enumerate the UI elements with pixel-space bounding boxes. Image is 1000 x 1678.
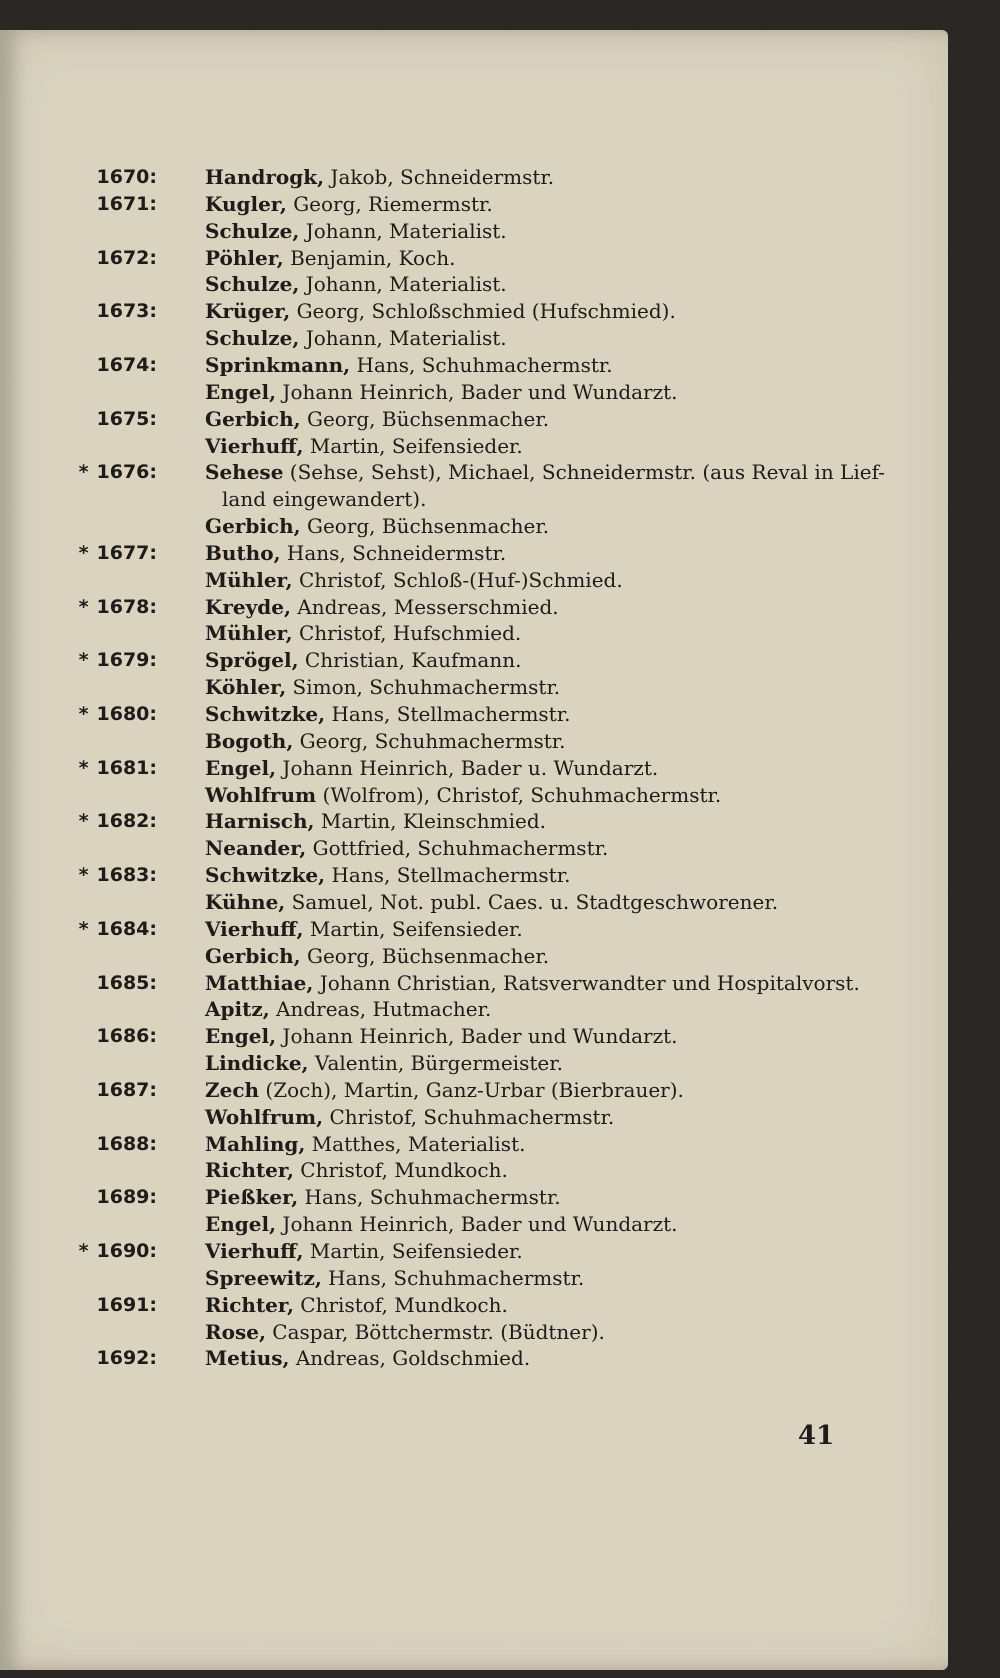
- entry-line: [0, 458, 940, 486]
- entry-details: Georg, Büchsenmacher.: [300, 407, 550, 431]
- entry-line: [0, 861, 940, 889]
- page-number: 41: [798, 1421, 835, 1451]
- entry-surname: Mühler,: [205, 621, 293, 645]
- entry-surname: Pöhler,: [205, 246, 284, 270]
- entry-surname: Handrogk,: [205, 165, 325, 189]
- entry-surname: Wohlfrum: [205, 783, 317, 807]
- book-page: [0, 30, 948, 1670]
- entry-details: Johann, Materialist.: [299, 219, 507, 243]
- entry-line: [0, 163, 940, 191]
- entry-details: Georg, Büchsenmacher.: [300, 514, 550, 538]
- entry-star-marker: *: [78, 1240, 89, 1262]
- entry-text: [205, 1237, 523, 1265]
- entry-text: [205, 593, 559, 621]
- entry-text: [205, 1210, 678, 1238]
- entry-year-text: 1677:: [96, 542, 157, 564]
- entry-surname: Zech: [205, 1078, 260, 1102]
- entry-text: [205, 324, 507, 352]
- entry-line: [0, 217, 940, 245]
- entry-surname: Gerbich,: [205, 407, 301, 431]
- entry-details: Georg, Schuhmachermstr.: [293, 729, 566, 753]
- entry-year: [97, 244, 157, 272]
- entry-details: (Wolfrom), Christof, Schuhmachermstr.: [316, 783, 722, 807]
- entry-star-marker: *: [78, 596, 89, 618]
- entry-line: [0, 1318, 940, 1346]
- entry-year-text: 1678:: [96, 596, 157, 618]
- entry-year: [79, 700, 157, 728]
- entry-surname: Lindicke,: [205, 1051, 309, 1075]
- entry-surname: Köhler,: [205, 675, 287, 699]
- entry-year-text: 1684:: [96, 918, 157, 940]
- entry-text: [205, 861, 570, 889]
- entry-text: [205, 378, 678, 406]
- entry-year: [79, 1237, 157, 1265]
- entry-text: [205, 1318, 605, 1346]
- entry-surname: Gerbich,: [205, 944, 301, 968]
- entry-surname: Wohlfrum,: [205, 1105, 324, 1129]
- entry-surname: Kühne,: [205, 890, 286, 914]
- entry-details: Hans, Schuhmachermstr.: [350, 353, 613, 377]
- entry-line: [0, 942, 940, 970]
- entry-line: [0, 754, 940, 782]
- entry-surname: Harnisch,: [205, 809, 315, 833]
- entry-star-marker: *: [78, 461, 89, 483]
- entry-year: [97, 1130, 157, 1158]
- entry-surname: Sprögel,: [205, 648, 299, 672]
- entry-text: [205, 458, 885, 486]
- entry-text: [205, 942, 549, 970]
- entry-surname: Schulze,: [205, 326, 300, 350]
- entry-details: Christian, Kaufmann.: [298, 648, 522, 672]
- entry-text: [205, 432, 523, 460]
- entry-line: [0, 190, 940, 218]
- entry-text: [205, 727, 566, 755]
- entry-text: [205, 190, 493, 218]
- entry-line: [0, 512, 940, 540]
- entry-year-text: 1690:: [96, 1240, 157, 1262]
- entry-surname: Rose,: [205, 1320, 266, 1344]
- entry-details: Martin, Seifensieder.: [303, 1239, 523, 1263]
- entry-line: [0, 539, 940, 567]
- entry-year-text: 1691:: [96, 1294, 157, 1316]
- entry-year-text: 1681:: [96, 757, 157, 779]
- entry-year: [97, 1291, 157, 1319]
- entry-text: [205, 297, 676, 325]
- entry-line: [0, 1076, 940, 1104]
- entry-year: [97, 969, 157, 997]
- entry-year: [97, 1183, 157, 1211]
- entry-details: Johann Heinrich, Bader u. Wundarzt.: [276, 756, 659, 780]
- entry-details: Christof, Mundkoch.: [293, 1158, 508, 1182]
- entry-details: Andreas, Hutmacher.: [269, 997, 492, 1021]
- entry-star-marker: *: [78, 703, 89, 725]
- entry-surname: Gerbich,: [205, 514, 301, 538]
- entry-details: Georg, Riemermstr.: [286, 192, 493, 216]
- entry-line: [0, 969, 940, 997]
- entry-line: [0, 432, 940, 460]
- entry-line: [0, 485, 940, 513]
- entry-details: Johann Heinrich, Bader und Wundarzt.: [276, 1024, 678, 1048]
- entry-details: (Zoch), Martin, Ganz-Urbar (Bierbrauer).: [259, 1078, 684, 1102]
- entry-year-text: 1682:: [96, 810, 157, 832]
- entry-line: [0, 1130, 940, 1158]
- entry-year-text: 1687:: [96, 1079, 157, 1101]
- entry-details: Andreas, Goldschmied.: [289, 1346, 531, 1370]
- entry-year-text: 1683:: [96, 864, 157, 886]
- entry-line: [0, 1156, 940, 1184]
- entry-year-text: 1692:: [96, 1347, 157, 1369]
- entry-details: Martin, Kleinschmied.: [314, 809, 546, 833]
- entry-year-text: 1679:: [96, 649, 157, 671]
- entry-surname: Butho,: [205, 541, 281, 565]
- entry-year-text: 1674:: [96, 354, 157, 376]
- entry-details: Andreas, Messerschmied.: [290, 595, 559, 619]
- entry-details: Hans, Schuhmachermstr.: [298, 1185, 561, 1209]
- entry-text: [205, 781, 721, 809]
- entry-text: [205, 969, 860, 997]
- entry-year-text: 1671:: [96, 193, 157, 215]
- entry-line: [0, 781, 940, 809]
- entry-year-text: 1675:: [96, 408, 157, 430]
- entry-surname: Vierhuff,: [205, 1239, 304, 1263]
- entry-surname: Schulze,: [205, 272, 300, 296]
- entry-year: [79, 807, 157, 835]
- entry-star-marker: *: [78, 918, 89, 940]
- entry-line: [0, 351, 940, 379]
- entry-surname: Sehese: [205, 460, 284, 484]
- entry-year: [97, 1344, 157, 1372]
- entry-text: [205, 163, 554, 191]
- entry-details: Benjamin, Koch.: [283, 246, 456, 270]
- entry-details: Georg, Büchsenmacher.: [300, 944, 550, 968]
- entry-text: [205, 1022, 678, 1050]
- entry-year-text: 1686:: [96, 1025, 157, 1047]
- entry-year-text: 1676:: [96, 461, 157, 483]
- entry-line: [0, 995, 940, 1023]
- entry-year-text: 1673:: [96, 300, 157, 322]
- entry-line: [0, 1291, 940, 1319]
- entry-text: [205, 270, 507, 298]
- entry-line: [0, 727, 940, 755]
- entry-line: [0, 324, 940, 352]
- entry-details: (Sehse, Sehst), Michael, Schneidermstr. (aus Reval in Lief-: [283, 460, 886, 484]
- entry-text: [222, 485, 426, 513]
- entry-text: [205, 1344, 530, 1372]
- entry-surname: Schulze,: [205, 219, 300, 243]
- entry-surname: Mühler,: [205, 568, 293, 592]
- entry-surname: Sprinkmann,: [205, 353, 351, 377]
- entry-text: [205, 512, 549, 540]
- entry-line: [0, 807, 940, 835]
- entry-surname: Kreyde,: [205, 595, 291, 619]
- entry-text: [205, 915, 523, 943]
- entry-details: Christof, Schloß-(Huf-)Schmied.: [292, 568, 623, 592]
- entry-text: [205, 1183, 561, 1211]
- entry-year-text: 1688:: [96, 1133, 157, 1155]
- entry-line: [0, 700, 940, 728]
- entry-line: [0, 593, 940, 621]
- entry-year: [79, 593, 157, 621]
- entry-line: [0, 915, 940, 943]
- entry-line: [0, 1237, 940, 1265]
- entry-year: [97, 1076, 157, 1104]
- entry-details: Johann, Materialist.: [299, 326, 507, 350]
- entry-surname: Spreewitz,: [205, 1266, 322, 1290]
- entry-details: Matthes, Materialist.: [305, 1132, 526, 1156]
- entry-surname: Vierhuff,: [205, 917, 304, 941]
- entry-text: [205, 834, 608, 862]
- entry-line: [0, 619, 940, 647]
- entry-text: [205, 1103, 614, 1131]
- entry-year-text: 1670:: [96, 166, 157, 188]
- entry-year: [97, 297, 157, 325]
- entry-details: Johann Christian, Ratsverwandter und Hospitalvorst.: [313, 971, 860, 995]
- entry-line: [0, 834, 940, 862]
- entry-star-marker: *: [78, 542, 89, 564]
- entry-surname: Engel,: [205, 380, 277, 404]
- entry-text: [205, 807, 546, 835]
- entry-text: [205, 619, 521, 647]
- entry-details: Christof, Hufschmied.: [292, 621, 522, 645]
- entry-text: [205, 1049, 563, 1077]
- entry-surname: Bogoth,: [205, 729, 294, 753]
- entry-year: [97, 405, 157, 433]
- entry-text: [205, 405, 549, 433]
- entry-text: [205, 995, 491, 1023]
- entry-details: Martin, Seifensieder.: [303, 434, 523, 458]
- entry-text: [205, 888, 778, 916]
- entry-line: [0, 1264, 940, 1292]
- entry-line: [0, 405, 940, 433]
- entry-details: Johann Heinrich, Bader und Wundarzt.: [276, 380, 678, 404]
- entry-line: [0, 1183, 940, 1211]
- entry-year: [79, 646, 157, 674]
- entry-line: [0, 1344, 940, 1372]
- entry-surname: Engel,: [205, 1024, 277, 1048]
- entry-year: [79, 458, 157, 486]
- entry-year: [97, 1022, 157, 1050]
- entry-details: Simon, Schuhmachermstr.: [286, 675, 561, 699]
- entry-details: Hans, Schneidermstr.: [280, 541, 507, 565]
- entry-surname: Engel,: [205, 756, 277, 780]
- entry-year: [79, 915, 157, 943]
- entry-text: [205, 673, 560, 701]
- entry-text: [205, 1264, 584, 1292]
- entry-text: [205, 1076, 684, 1104]
- entry-details: Gottfried, Schuhmachermstr.: [306, 836, 609, 860]
- entry-year: [79, 861, 157, 889]
- entry-surname: Richter,: [205, 1293, 294, 1317]
- entry-star-marker: *: [78, 864, 89, 886]
- entry-text: [205, 1130, 525, 1158]
- entry-details: Samuel, Not. publ. Caes. u. Stadtgeschworener.: [285, 890, 779, 914]
- entry-details: Christof, Schuhmachermstr.: [323, 1105, 615, 1129]
- entry-line: [0, 1210, 940, 1238]
- entry-line: [0, 378, 940, 406]
- entry-surname: Pießker,: [205, 1185, 299, 1209]
- entry-year-text: 1689:: [96, 1186, 157, 1208]
- entry-line: [0, 673, 940, 701]
- entry-surname: Mahling,: [205, 1132, 306, 1156]
- entry-text: [205, 754, 658, 782]
- entry-details: Hans, Stellmachermstr.: [325, 863, 571, 887]
- entry-surname: Metius,: [205, 1346, 290, 1370]
- entry-details: Jakob, Schneidermstr.: [324, 165, 555, 189]
- entry-details: land eingewandert).: [222, 487, 427, 511]
- entry-surname: Krüger,: [205, 299, 291, 323]
- entry-details: Valentin, Bürgermeister.: [308, 1051, 563, 1075]
- entry-text: [205, 1156, 508, 1184]
- entry-line: [0, 1022, 940, 1050]
- entry-year: [97, 163, 157, 191]
- entry-year-text: 1680:: [96, 703, 157, 725]
- entry-surname: Neander,: [205, 836, 307, 860]
- entry-line: [0, 566, 940, 594]
- entry-surname: Vierhuff,: [205, 434, 304, 458]
- entry-year-text: 1685:: [96, 972, 157, 994]
- entry-text: [205, 217, 507, 245]
- entry-surname: Kugler,: [205, 192, 287, 216]
- entry-surname: Apitz,: [205, 997, 270, 1021]
- entry-text: [205, 351, 613, 379]
- entry-text: [205, 244, 456, 272]
- entry-line: [0, 646, 940, 674]
- entry-surname: Schwitzke,: [205, 702, 326, 726]
- entry-line: [0, 270, 940, 298]
- entry-text: [205, 1291, 508, 1319]
- entry-details: Caspar, Böttchermstr. (Büdtner).: [265, 1320, 605, 1344]
- entry-details: Christof, Mundkoch.: [293, 1293, 508, 1317]
- entry-year: [97, 351, 157, 379]
- entry-line: [0, 297, 940, 325]
- entry-line: [0, 244, 940, 272]
- entry-details: Johann Heinrich, Bader und Wundarzt.: [276, 1212, 678, 1236]
- entry-surname: Richter,: [205, 1158, 294, 1182]
- entry-star-marker: *: [78, 649, 89, 671]
- entry-details: Martin, Seifensieder.: [303, 917, 523, 941]
- entry-details: Hans, Stellmachermstr.: [325, 702, 571, 726]
- entry-details: Georg, Schloßschmied (Hufschmied).: [290, 299, 676, 323]
- entry-text: [205, 700, 570, 728]
- entry-year: [97, 190, 157, 218]
- entry-year: [79, 539, 157, 567]
- entry-surname: Matthiae,: [205, 971, 314, 995]
- entry-surname: Engel,: [205, 1212, 277, 1236]
- entry-line: [0, 1049, 940, 1077]
- entry-details: Johann, Materialist.: [299, 272, 507, 296]
- entry-text: [205, 646, 521, 674]
- entry-text: [205, 539, 506, 567]
- entry-year-text: 1672:: [96, 247, 157, 269]
- entry-star-marker: *: [78, 757, 89, 779]
- entry-line: [0, 888, 940, 916]
- entry-line: [0, 1103, 940, 1131]
- entry-surname: Schwitzke,: [205, 863, 326, 887]
- entry-year: [79, 754, 157, 782]
- entry-details: Hans, Schuhmachermstr.: [321, 1266, 585, 1290]
- entry-star-marker: *: [78, 810, 89, 832]
- entry-text: [205, 566, 623, 594]
